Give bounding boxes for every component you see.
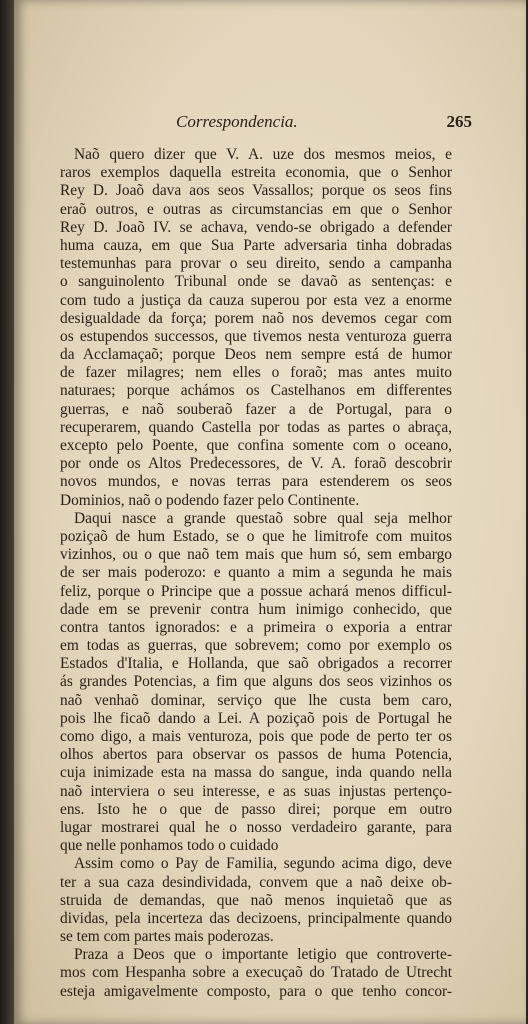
- text-line: Assim como o Pay de Familia, segundo acima digo, deve: [74, 855, 452, 873]
- text-line: recuperarem, quando Castella por todas as partes o abraça,: [60, 418, 452, 436]
- text-line: guerras, e naõ souberaõ fazer a de Portugal, para o: [60, 400, 452, 418]
- text-line: Estados d'Italia, e Hollanda, que saõ obrigados a recorrer: [60, 655, 452, 673]
- text-line: com tudo a justiça da cauza superou por esta vez a enorme: [60, 291, 452, 309]
- text-line: pois lhe ficaõ dando a Lei. A poziçaõ pois de Portugal he: [60, 709, 452, 727]
- text-line: por onde os Altos Predecessores, de V. A. foraõ descobrir: [60, 455, 452, 473]
- text-line: huma cauza, em que Sua Parte adversaria tinha dobradas: [60, 236, 452, 254]
- text-line: Praza a Deos que o importante letigio que controverte-: [74, 946, 452, 964]
- text-line: eraõ outros, e outras as circumstancias em que o Senhor: [60, 200, 452, 218]
- text-line: de ser mais poderozo: e quanto a mim a segunda he mais: [60, 564, 452, 582]
- text-line: os estupendos successos, que tivemos nesta venturoza guerra: [60, 327, 452, 345]
- text-line: vizinhos, ou o que naõ tem mais que hum só, sem embargo: [60, 546, 452, 564]
- page-number: 265: [446, 112, 472, 131]
- text-line: o sanguinolento Tribunal onde se davaõ as sentenças: e: [60, 273, 452, 291]
- text-line: Dominios, naõ o podendo fazer pelo Continente.: [60, 491, 360, 509]
- body-text: [60, 146, 452, 1001]
- book-gutter-shadow: [0, 0, 14, 1024]
- text-line: poziçaõ de hum Estado, se o que he limitrofe com muitos: [60, 527, 452, 545]
- text-line: Naõ quero dizer que V. A. uze dos mesmos meios, e: [74, 146, 452, 163]
- text-line: raros exemplos daquella estreita economia, que o Senhor: [60, 164, 452, 182]
- text-line: olhos abertos para observar os passos de huma Potencia,: [60, 746, 452, 764]
- text-line: contra tantos ignorados: e a primeira o exporia a entrar: [60, 618, 452, 636]
- text-line: struida de demandas, que naõ menos inquietaõ que as: [60, 891, 452, 909]
- text-line: dade em se prevenir contra hum inimigo conhecido, que: [60, 600, 452, 618]
- text-line: testemunhas para provar o seu direito, sendo a campanha: [60, 255, 452, 273]
- text-line: esteja amigavelmente composto, para o que tenho concor-: [60, 982, 452, 1000]
- text-line: desigualdade da força; porem naõ nos devemos cegar com: [60, 309, 452, 327]
- text-line: cuja inimizade esta na massa do sangue, inda quando nella: [60, 764, 452, 782]
- text-line: da Acclamaçaõ; porque Deos nem sempre está de humor: [60, 346, 452, 364]
- text-line: naturaes; porque achámos os Castelhanos em differentes: [60, 382, 452, 400]
- text-line: naõ interviera o seu interesse, e as suas injustas pertenço-: [60, 782, 452, 800]
- text-line: de fazer milagres; nem elles o foraõ; mas antes muito: [60, 364, 452, 382]
- text-line: feliz, porque o Principe que a possue achará menos difficul-: [60, 582, 452, 600]
- text-line: lugar mostrarei qual he o nosso verdadeiro garante, para: [60, 818, 452, 836]
- running-title: Correspondencia.: [176, 112, 298, 131]
- text-line: Rey D. Joaõ dava aos seos Vassallos; porque os seos fins: [60, 182, 452, 200]
- text-line: ás grandes Potencias, a fim que alguns dos seos vizinhos os: [60, 673, 452, 691]
- text-line: que nelle ponhamos todo o cuidado: [60, 837, 279, 855]
- text-line: em todas as guerras, que sobrevem; como por exemplo os: [60, 637, 452, 655]
- text-line: naõ venhaõ dominar, serviço que lhe custa bem caro,: [60, 691, 452, 709]
- text-line: ter a sua caza desindividada, convem que a naõ deixe ob-: [60, 873, 452, 891]
- text-line: se tem com partes mais poderozas.: [60, 928, 274, 946]
- text-line: dividas, pela incerteza das decizoens, principalmente quando: [60, 909, 452, 927]
- text-line: Rey D. Joaõ IV. se achava, vendo-se obrigado a defender: [60, 218, 452, 236]
- book-page: [14, 0, 526, 1024]
- page-header: [176, 112, 472, 136]
- text-line: como digo, a mais venturoza, pois que pode de perto ter os: [60, 728, 452, 745]
- text-line: excepto pelo Poente, que confina somente com o oceano,: [60, 437, 452, 454]
- text-line: Daqui nasce a grande questaõ sobre qual seja melhor: [74, 509, 452, 527]
- text-line: mos com Hespanha sobre a execuçaõ do Tratado de Utrecht: [60, 964, 452, 982]
- text-line: novos mundos, e novas terras para estenderem os seos: [60, 473, 452, 491]
- text-line: ens. Isto he o que de passo direi; porque em outro: [60, 800, 452, 818]
